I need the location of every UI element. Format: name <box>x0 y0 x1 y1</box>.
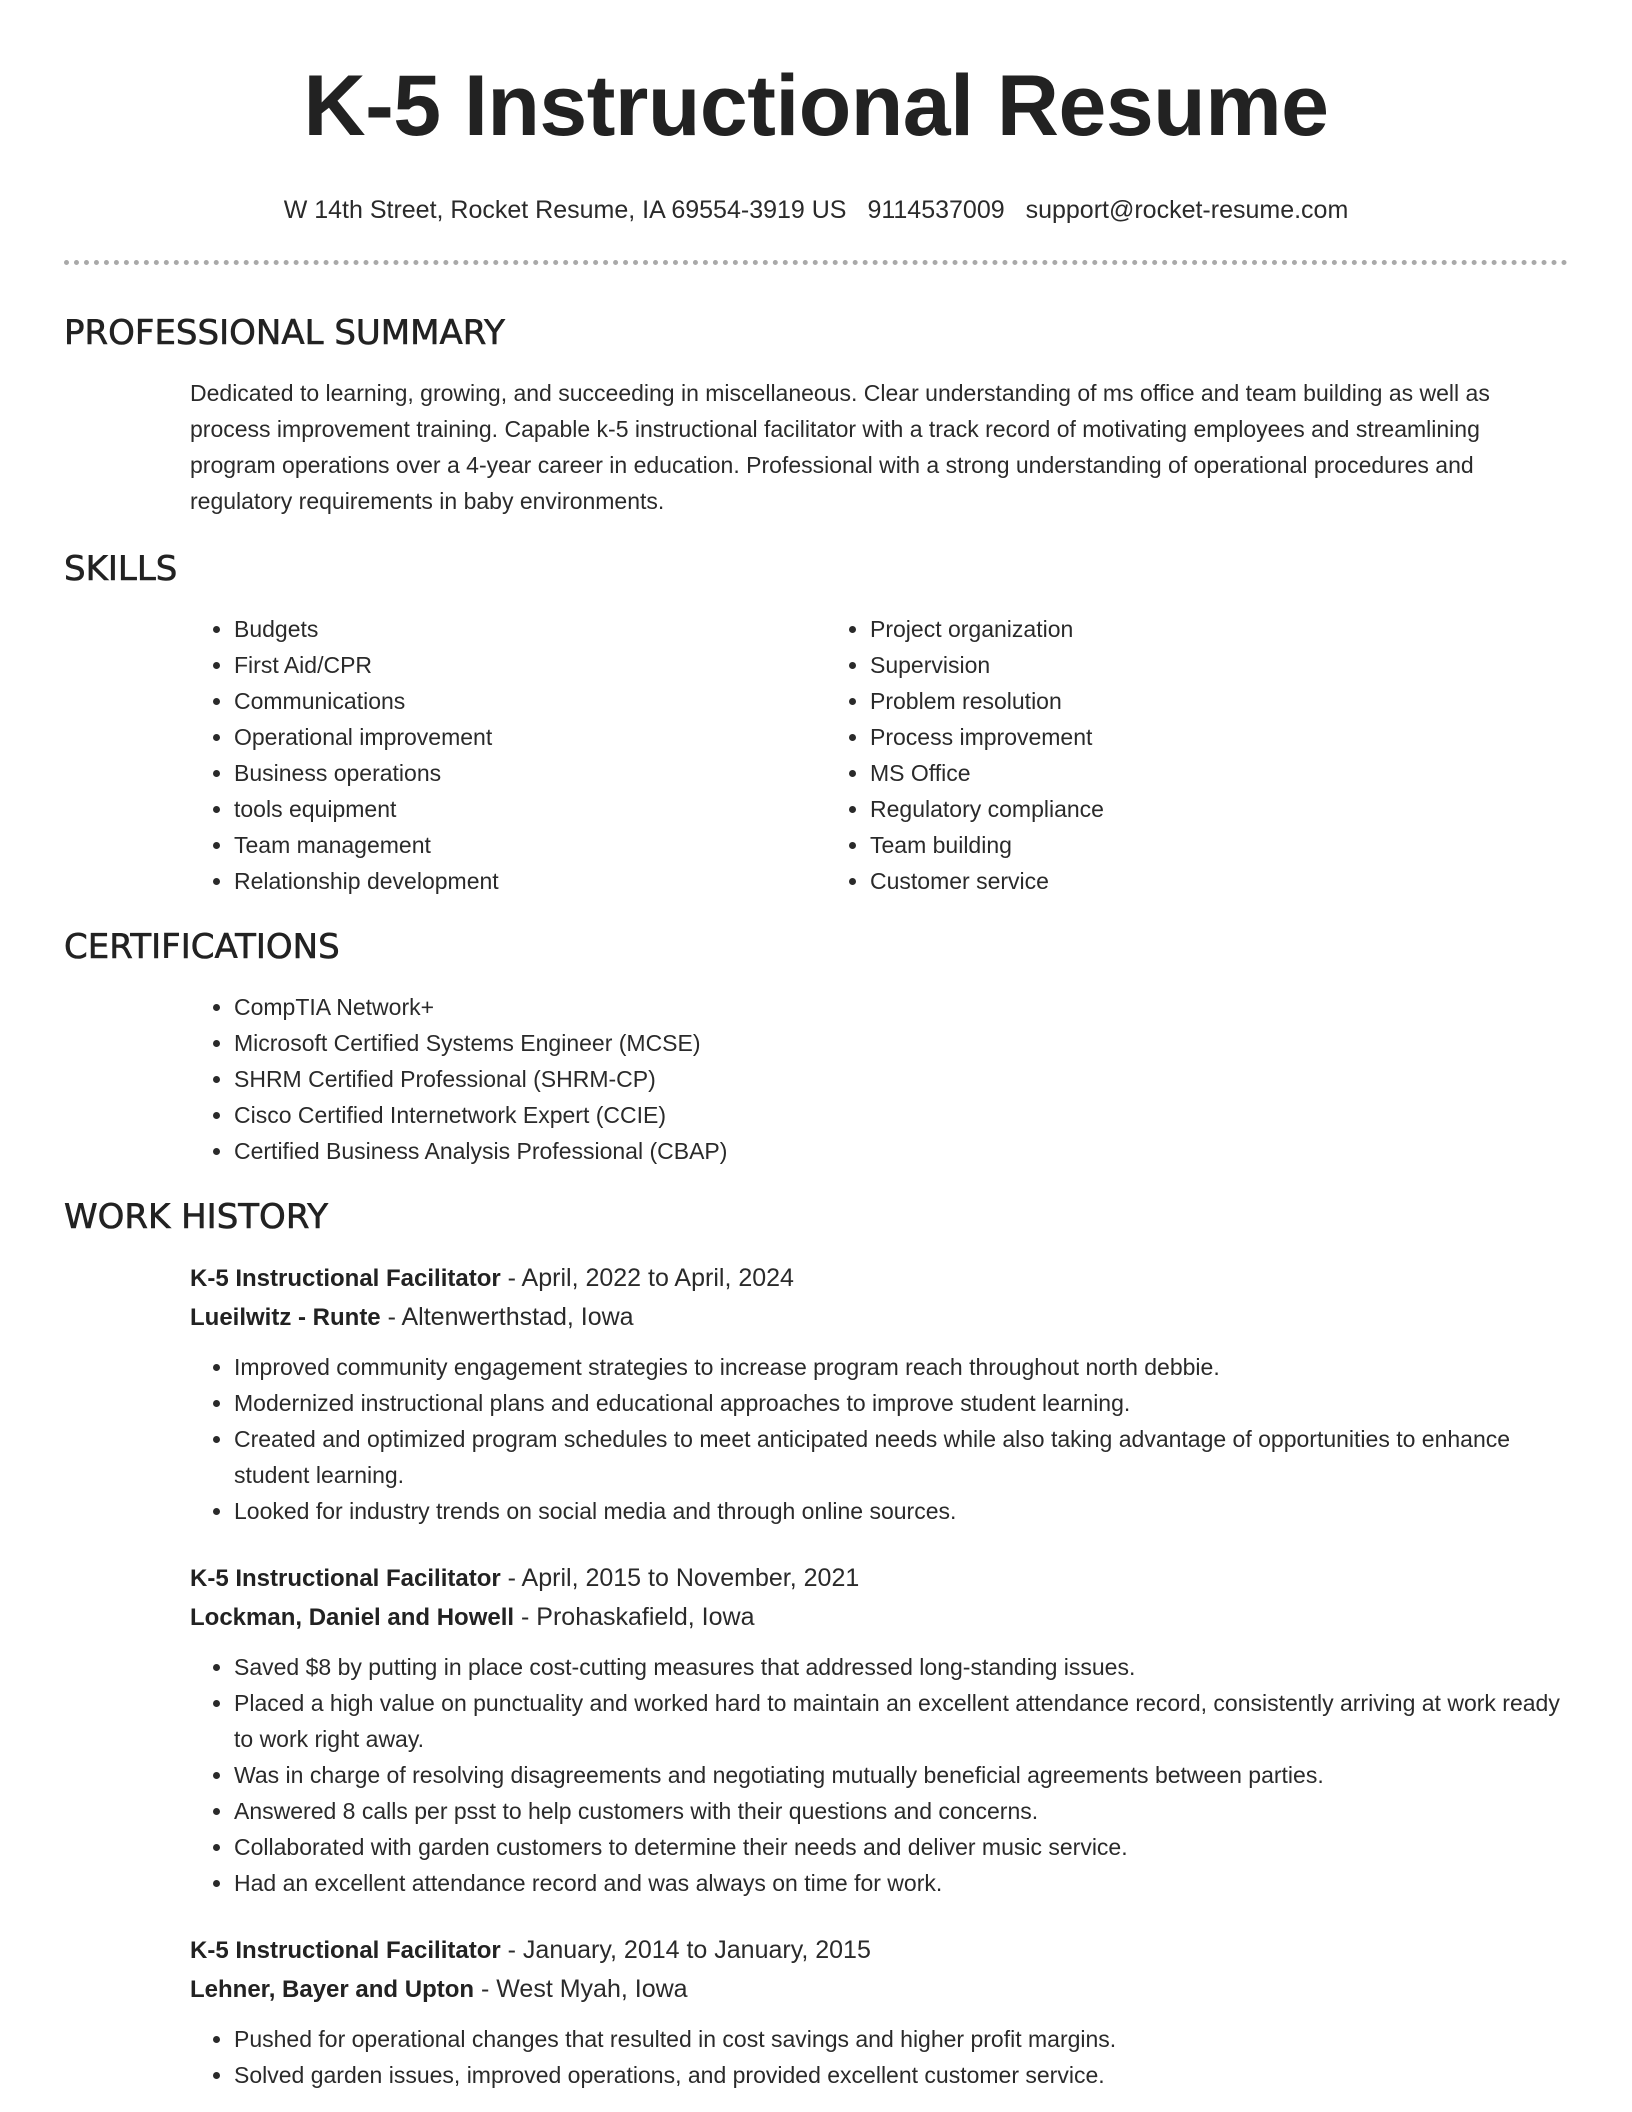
skill-item: • Problem resolution <box>870 683 1104 719</box>
job-bullet: • Improved community engagement strategies to increase program reach throughout north debbie. <box>234 1349 1568 1385</box>
summary-text: Dedicated to learning, growing, and succeeding in miscellaneous. Clear understanding of ms office and team building as well as process improvement training. Capable k-5 instructional facilitator with a track record of motivating employees and streamlining program operations over a 4-year career in education. Professional with a strong understanding of operational procedures and regulatory requirements in baby environments. <box>190 380 1490 514</box>
certification-item: • SHRM Certified Professional (SHRM-CP) <box>234 1061 1568 1097</box>
job-entry <box>190 1259 1568 1529</box>
job-bullet: • Answered 8 calls per psst to help customers with their questions and concerns. <box>234 1793 1568 1829</box>
job-bullet: • Placed a high value on punctuality and worked hard to maintain an excellent attendance record, consistently arriving at work ready to work right away. <box>234 1685 1568 1757</box>
job-bullet: • Created and optimized program schedules to meet anticipated needs while also taking advantage of opportunities to enhance student learning. <box>234 1421 1568 1493</box>
job-title-line <box>190 1931 1568 1970</box>
job-dates: - April, 2022 to April, 2024 <box>500 1264 794 1292</box>
skill-item: • Team building <box>870 827 1104 863</box>
header-divider <box>64 260 1568 265</box>
certification-item: • CompTIA Network+ <box>234 989 1568 1025</box>
section-title-work-history: WORK HISTORY <box>64 1197 329 1237</box>
job-bullets <box>190 1349 1568 1529</box>
section-title-summary: PROFESSIONAL SUMMARY <box>64 313 505 353</box>
skill-item: • MS Office <box>870 755 1104 791</box>
job-role: K-5 Instructional Facilitator <box>190 1937 501 1964</box>
skill-item: • Regulatory compliance <box>870 791 1104 827</box>
skill-item: • Customer service <box>870 863 1104 899</box>
skills-column-left <box>190 611 826 899</box>
job-company: Lehner, Bayer and Upton <box>190 1976 475 2003</box>
section-title-certifications: CERTIFICATIONS <box>64 927 340 967</box>
job-bullet: • Solved garden issues, improved operations, and provided excellent customer service. <box>234 2057 1568 2093</box>
job-entry <box>190 1931 1568 2093</box>
job-company-line <box>190 1970 1568 2009</box>
certification-item: • Microsoft Certified Systems Engineer (MCSE) <box>234 1025 1568 1061</box>
job-bullet: • Saved $8 by putting in place cost-cutting measures that addressed long-standing issues. <box>234 1649 1568 1685</box>
certification-item: • Certified Business Analysis Professional (CBAP) <box>234 1133 1568 1169</box>
job-company: Lockman, Daniel and Howell <box>190 1604 515 1631</box>
certification-item: • Cisco Certified Internetwork Expert (CCIE) <box>234 1097 1568 1133</box>
job-company-line <box>190 1298 1568 1337</box>
skill-item: • Business operations <box>234 755 826 791</box>
skill-item: • Budgets <box>234 611 826 647</box>
skills-list <box>190 611 1568 899</box>
skill-item: • Process improvement <box>870 719 1104 755</box>
skill-item: • tools equipment <box>234 791 826 827</box>
skill-item: • Supervision <box>870 647 1104 683</box>
contact-line <box>64 194 1568 226</box>
skill-item: • Team management <box>234 827 826 863</box>
job-bullet: • Was in charge of resolving disagreements and negotiating mutually beneficial agreements between parties. <box>234 1757 1568 1793</box>
job-bullet: • Had an excellent attendance record and was always on time for work. <box>234 1865 1568 1901</box>
resume-title: K-5 Instructional Resume <box>303 58 1329 154</box>
job-bullet: • Looked for industry trends on social media and through online sources. <box>234 1493 1568 1529</box>
skill-item: • First Aid/CPR <box>234 647 826 683</box>
job-company-line <box>190 1598 1568 1637</box>
skill-item: • Communications <box>234 683 826 719</box>
section-title-skills: SKILLS <box>64 549 178 589</box>
job-dates: - April, 2015 to November, 2021 <box>500 1564 860 1592</box>
certifications-list <box>190 989 1568 1169</box>
job-title-line <box>190 1259 1568 1298</box>
job-company: Lueilwitz - Runte <box>190 1304 381 1331</box>
job-bullet: • Pushed for operational changes that resulted in cost savings and higher profit margins. <box>234 2021 1568 2057</box>
job-location: - Altenwerthstad, Iowa <box>380 1303 634 1331</box>
skill-item: • Relationship development <box>234 863 826 899</box>
job-bullet: • Collaborated with garden customers to determine their needs and deliver music service. <box>234 1829 1568 1865</box>
job-dates: - January, 2014 to January, 2015 <box>500 1936 871 1964</box>
job-role: K-5 Instructional Facilitator <box>190 1565 501 1592</box>
skill-item: • Operational improvement <box>234 719 826 755</box>
skill-item: • Project organization <box>870 611 1104 647</box>
job-title-line <box>190 1559 1568 1598</box>
job-location: - Prohaskafield, Iowa <box>514 1603 755 1631</box>
skills-column-right <box>826 611 1104 899</box>
job-role: K-5 Instructional Facilitator <box>190 1265 501 1292</box>
job-bullets <box>190 2021 1568 2093</box>
contact-address: W 14th Street, Rocket Resume, IA 69554-3919 US <box>283 196 847 224</box>
contact-email[interactable]: support@rocket-resume.com <box>1025 196 1349 224</box>
job-location: - West Myah, Iowa <box>474 1975 688 2003</box>
job-bullet: • Modernized instructional plans and educational approaches to improve student learning. <box>234 1385 1568 1421</box>
job-entry <box>190 1559 1568 1901</box>
job-bullets <box>190 1649 1568 1901</box>
contact-phone: 9114537009 <box>867 196 1005 224</box>
